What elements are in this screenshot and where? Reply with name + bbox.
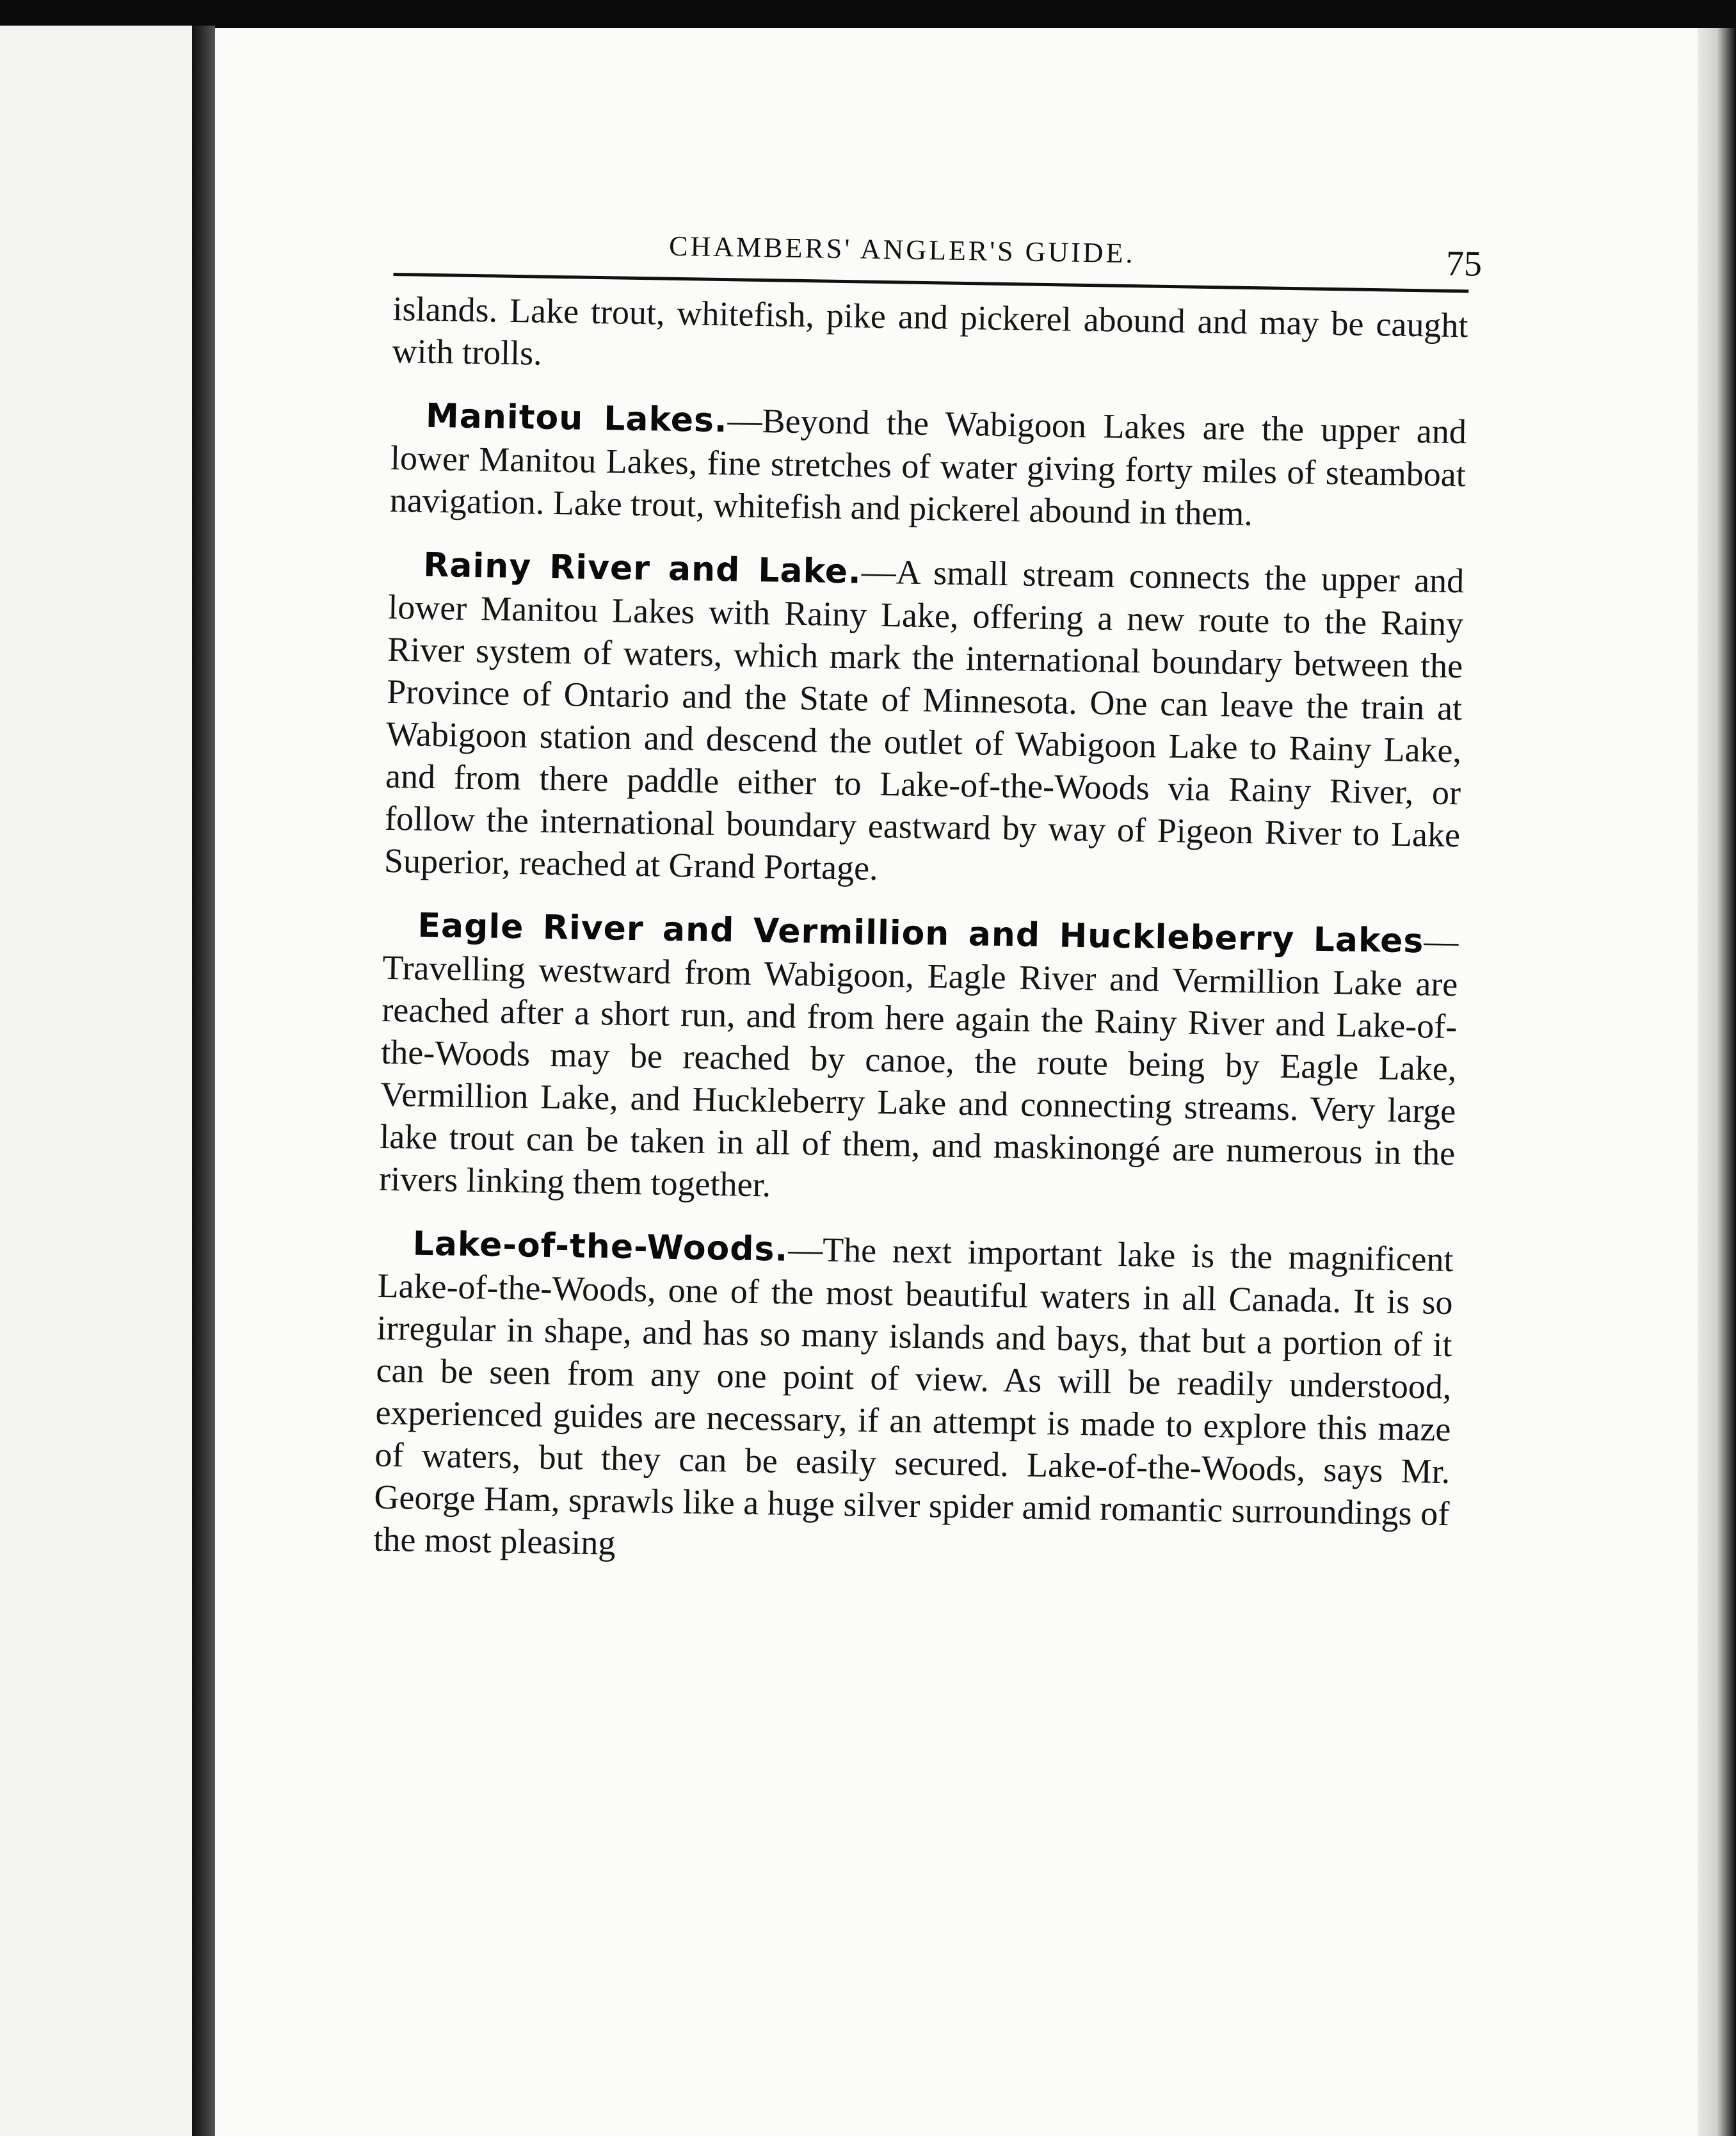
paragraph-text: islands. Lake trout, whitefish, pike and pickerel abound and may be caught with trolls.: [392, 289, 1468, 373]
running-head: [393, 214, 1483, 293]
left-page-margin: [0, 26, 196, 2136]
paragraph-text: —Travelling westward from Wabigoon, Eagle River and Vermillion Lake are reached after a short run, and from here again the Rainy River and Lake-of-the-Woods may be reached by canoe, the route being by Eagle Lake, Vermillion Lake, and Huckleberry Lake and connecting streams. Very large lake trout can be taken in all of them, and maskinongé are numerous in the rivers linking them together.: [378, 921, 1459, 1204]
paragraph-eagle-river: [379, 903, 1459, 1217]
page-number: 75: [1445, 243, 1483, 284]
page-content: [373, 214, 1483, 1599]
paragraph-text: —The next important lake is the magnificent Lake-of-the-Woods, one of the most beautiful waters in all Canada. It is so irregular in shape, and has so many islands and bays, that but a portion of it can be seen from any one point of view. As will be readily understood, experienced guides are necessary, if an attempt is made to explore this maze of waters, but they can be easily secured. Lake-of-the-Woods, says Mr. George Ham, sprawls like a huge silver spider amid romantic surroundings of the most pleasing: [373, 1229, 1454, 1562]
section-heading-rainy-river: Rainy River and Lake.: [422, 546, 862, 592]
paragraph-manitou-lakes: [389, 394, 1467, 538]
right-page: [215, 28, 1698, 2136]
page-edge-shadow: [1698, 28, 1736, 2136]
book-gutter: [192, 26, 215, 2136]
running-title: CHAMBERS' ANGLER'S GUIDE.: [668, 230, 1136, 270]
paragraph-islands: [392, 287, 1468, 389]
section-heading-manitou-lakes: Manitou Lakes.: [425, 396, 728, 441]
paragraph-text: —A small stream connects the upper and lower Manitou Lakes with Rainy Lake, offering a new route to the Rainy River system of waters, which mark the international boundary between the Province of Ontario and the State of Minnesota. One can leave the train at Wabigoon station and descend the outlet of Wabigoon Lake to Rainy Lake, and from there paddle either to Lake-of-the-Woods via Rainy River, or follow the international boundary eastward by way of Pigeon River to Lake Superior, reached at Grand Portage.: [383, 552, 1465, 887]
paragraph-lake-of-the-woods: [373, 1222, 1454, 1577]
section-heading-lake-of-the-woods: Lake-of-the-Woods.: [412, 1224, 789, 1269]
paragraph-text: —Beyond the Wabigoon Lakes are the upper and lower Manitou Lakes, fine stretches of water giving forty miles of steamboat navigation. Lake trout, whitefish and pickerel abound in them.: [389, 401, 1467, 533]
section-heading-eagle-river: Eagle River and Vermillion and Huckleberry Lakes: [417, 906, 1424, 961]
paragraph-rainy-river: [384, 543, 1465, 898]
